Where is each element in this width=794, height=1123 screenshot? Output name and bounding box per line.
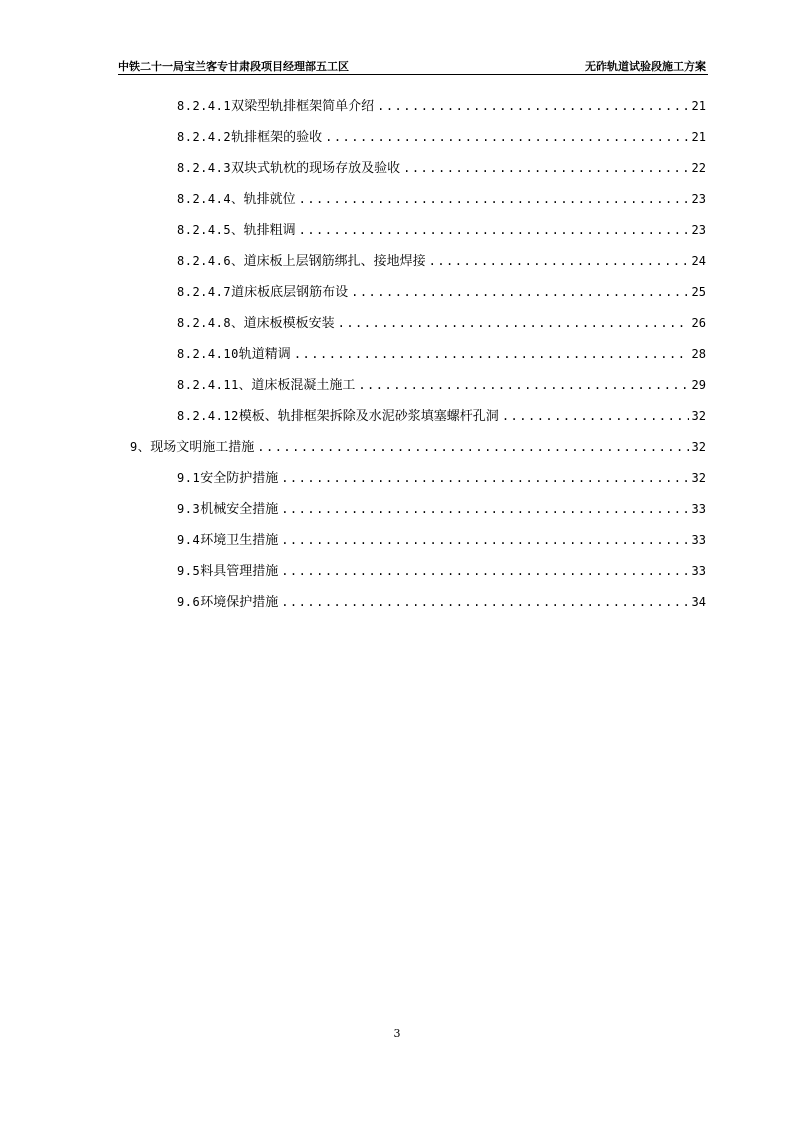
toc-entry[interactable] (0, 187, 794, 218)
toc-entry-number: 9.5 (177, 564, 201, 578)
header-document-title: 无砟轨道试验段施工方案 (585, 60, 706, 73)
toc-entry-page: 21 (691, 130, 706, 144)
toc-entry-page: 25 (691, 285, 706, 299)
page-number: 3 (393, 1027, 401, 1040)
toc-entry[interactable] (0, 156, 794, 187)
toc-entry-number: 8.2.4.7 (177, 285, 232, 299)
toc-entry-title: 现场文明施工措施 (150, 440, 255, 455)
toc-entry[interactable] (0, 218, 794, 249)
toc-dot-leader (281, 466, 688, 490)
toc-entry-page: 28 (691, 347, 706, 361)
toc-entry-page: 34 (691, 595, 706, 609)
toc-entry[interactable] (0, 404, 794, 435)
toc-entry-page: 33 (691, 533, 706, 547)
toc-entry-title: 料具管理措施 (200, 564, 279, 579)
table-of-contents (0, 94, 794, 621)
toc-entry-line (177, 249, 706, 274)
toc-entry-title: 环境保护措施 (200, 595, 279, 610)
toc-entry-title: 轨道精调 (238, 347, 291, 362)
toc-entry-number: 8.2.4.4、 (177, 192, 244, 206)
toc-entry-number: 8.2.4.1 (177, 99, 232, 113)
toc-entry[interactable] (0, 528, 794, 559)
toc-entry-title: 双梁型轨排框架简单介绍 (231, 99, 375, 114)
toc-entry-title: 轨排就位 (243, 192, 296, 207)
toc-entry-number: 8.2.4.2 (177, 130, 232, 144)
toc-dot-leader (281, 528, 688, 552)
toc-entry-page: 29 (691, 378, 706, 392)
toc-entry-line (177, 373, 706, 398)
toc-entry[interactable] (0, 590, 794, 621)
toc-entry-title: 道床板上层钢筋绑扎、接地焊接 (243, 254, 426, 269)
toc-entry[interactable] (0, 249, 794, 280)
toc-entry-title: 道床板混凝土施工 (251, 378, 356, 393)
toc-entry-number: 9.3 (177, 502, 201, 516)
toc-entry-page: 23 (691, 192, 706, 206)
toc-dot-leader (281, 497, 688, 521)
toc-entry-page: 23 (691, 223, 706, 237)
toc-entry-line (177, 218, 706, 243)
toc-dot-leader (281, 590, 688, 614)
toc-entry[interactable] (0, 497, 794, 528)
toc-entry-page: 24 (691, 254, 706, 268)
toc-entry[interactable] (0, 373, 794, 404)
toc-entry-page: 33 (691, 564, 706, 578)
toc-dot-leader (325, 125, 688, 149)
toc-dot-leader (299, 218, 689, 242)
toc-entry-title: 环境卫生措施 (200, 533, 279, 548)
toc-dot-leader (358, 373, 688, 397)
toc-entry-number: 8.2.4.11、 (177, 378, 252, 392)
toc-entry-line (177, 311, 706, 336)
toc-entry-line (177, 559, 706, 584)
toc-entry-number: 9.1 (177, 471, 201, 485)
toc-entry-line (177, 466, 706, 491)
toc-entry-title: 轨排粗调 (243, 223, 296, 238)
toc-entry-line (177, 125, 706, 150)
toc-entry-number: 8.2.4.12 (177, 409, 239, 423)
toc-dot-leader (429, 249, 689, 273)
toc-entry-number: 8.2.4.8、 (177, 316, 244, 330)
toc-entry[interactable] (0, 94, 794, 125)
toc-entry-line (177, 94, 706, 119)
toc-entry-number: 8.2.4.3 (177, 161, 232, 175)
toc-entry-number: 9.4 (177, 533, 201, 547)
toc-dot-leader (299, 187, 689, 211)
toc-dot-leader (281, 559, 688, 583)
toc-entry-title: 轨排框架的验收 (231, 130, 323, 145)
toc-entry-title: 道床板底层钢筋布设 (231, 285, 349, 300)
toc-entry[interactable] (0, 435, 794, 466)
toc-entry-line (177, 497, 706, 522)
toc-entry-title: 安全防护措施 (200, 471, 279, 486)
toc-entry-page: 22 (691, 161, 706, 175)
toc-entry-line (130, 435, 706, 460)
toc-entry-number: 9、 (130, 440, 151, 454)
toc-entry-line (177, 280, 706, 305)
toc-dot-leader (294, 342, 689, 366)
toc-entry-line (177, 528, 706, 553)
toc-dot-leader (502, 404, 689, 428)
toc-entry-page: 26 (691, 316, 706, 330)
toc-entry-line (177, 342, 706, 367)
toc-entry-number: 8.2.4.6、 (177, 254, 244, 268)
toc-entry[interactable] (0, 125, 794, 156)
toc-entry-title: 模板、轨排框架拆除及水泥砂浆填塞螺杆孔洞 (238, 409, 499, 424)
toc-entry-title: 双块式轨枕的现场存放及验收 (231, 161, 401, 176)
toc-entry[interactable] (0, 466, 794, 497)
toc-entry-number: 8.2.4.5、 (177, 223, 244, 237)
toc-entry-page: 32 (691, 440, 706, 454)
toc-dot-leader (377, 94, 688, 118)
toc-entry-page: 21 (691, 99, 706, 113)
toc-dot-leader (338, 311, 689, 335)
toc-entry-title: 道床板模板安装 (243, 316, 335, 331)
toc-dot-leader (257, 435, 688, 459)
toc-entry-number: 8.2.4.10 (177, 347, 239, 361)
toc-entry-page: 32 (691, 471, 706, 485)
toc-entry-line (177, 187, 706, 212)
page-header (118, 56, 708, 75)
toc-entry-page: 32 (691, 409, 706, 423)
toc-dot-leader (403, 156, 688, 180)
toc-dot-leader (351, 280, 688, 304)
toc-entry[interactable] (0, 559, 794, 590)
toc-entry[interactable] (0, 311, 794, 342)
toc-entry[interactable] (0, 280, 794, 311)
toc-entry-line (177, 156, 706, 181)
toc-entry-line (177, 590, 706, 615)
header-organization: 中铁二十一局宝兰客专甘肃段项目经理部五工区 (118, 60, 349, 73)
toc-entry-page: 33 (691, 502, 706, 516)
toc-entry[interactable] (0, 342, 794, 373)
toc-entry-number: 9.6 (177, 595, 201, 609)
toc-entry-line (177, 404, 706, 429)
toc-entry-title: 机械安全措施 (200, 502, 279, 517)
